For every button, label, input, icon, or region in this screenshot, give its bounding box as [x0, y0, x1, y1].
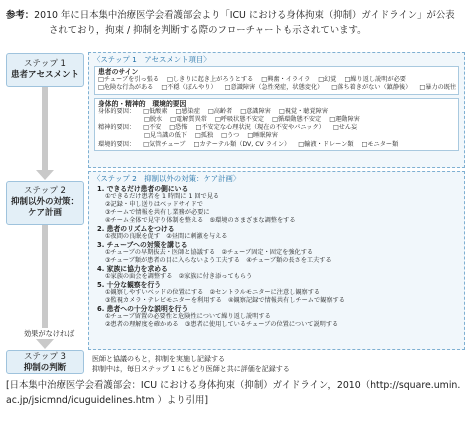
factor-item: 身体的要因： — [98, 107, 136, 115]
step2-label: ステップ 2 — [24, 186, 66, 196]
factor-item: □気管チューブ — [143, 140, 186, 148]
sign-item: □危険な行為がある — [98, 84, 154, 92]
step3-note-2: 抑制中は，毎日ステップ 1 にもどり医師と共に評価を記録する — [92, 365, 290, 373]
sign-item: □幻覚 — [318, 76, 337, 84]
sign-item: □繰り返し説明が必要 — [344, 76, 406, 84]
care-item-line: ⑤環境のさまざまな調整をする — [209, 217, 296, 224]
care-item-head: 2. 患者のリズムをつける — [97, 225, 175, 233]
care-item-line: ③患者に使用しているチューブの位置について説明する — [184, 321, 339, 328]
care-plan-list — [89, 185, 464, 329]
care-item-line: ②昼間に刺激を与える — [166, 233, 228, 240]
factor-row — [98, 116, 455, 124]
step2-box — [6, 181, 84, 225]
step3-title: 抑制の判断 — [23, 363, 67, 373]
factor-item: □輸液・ドレーン類 — [298, 140, 354, 148]
factor-item: □脱水 — [143, 116, 163, 124]
sign-item: □しきりに起き上がろうとする — [167, 76, 254, 84]
factor-item: □感染症 — [175, 107, 200, 115]
care-item-line: ②患者の理解度を確かめる — [105, 321, 179, 328]
factor-item: □呼吸状態不安定 — [214, 116, 265, 124]
factor-item: □恐怖 — [169, 124, 188, 132]
factor-item: □せん妄 — [332, 124, 358, 132]
factor-item: □視覚・聴覚障害 — [278, 107, 329, 115]
care-item-line: ①家族の面会を調整する — [105, 273, 173, 280]
sign-item: □意識障害（急性発症，状態変化） — [224, 84, 324, 92]
factor-item: 精神的要因： — [98, 124, 136, 132]
factor-item: □低酸素 — [143, 107, 168, 115]
sign-item: □興奮・イライラ — [261, 76, 311, 84]
intro-label: 参考： — [6, 10, 35, 21]
factors-panel — [94, 98, 459, 151]
factor-item: □モニター類 — [361, 140, 399, 148]
care-item-line: ①観察しやすいベッドの位置にする — [105, 289, 204, 296]
factor-row — [98, 141, 455, 149]
patient-sign-panel — [94, 66, 459, 95]
arrow-line-2 — [42, 225, 48, 339]
care-plan-box — [88, 171, 465, 350]
care-item-head: 4. 家族に協力を求める — [97, 265, 168, 273]
care-item-line: ②記録・申し送りはベッドサイドで — [105, 201, 203, 208]
care-item-line: ④チューブ類の長さを工夫する — [246, 257, 332, 264]
step1-title: 患者アセスメント — [11, 70, 79, 80]
step2-title: 抑制以外の対策：ケア計画 — [11, 197, 80, 218]
step3-box — [6, 350, 84, 374]
factor-item: □カテーテル類（DV, CV ライン） — [193, 140, 291, 148]
factor-item: □運動障害 — [329, 116, 360, 124]
step1-label: ステップ 1 — [24, 59, 66, 69]
care-item-head: 5. 十分な観察を行う — [97, 281, 162, 289]
citation-line1: [日本集中治療医学会看護部会：ICU における身体拘束（抑制）ガイドライン，2010（http://square.umin. — [6, 380, 461, 391]
citation — [6, 378, 470, 408]
factor-item: □睡眠障害 — [247, 132, 278, 140]
step3-label: ステップ 3 — [24, 352, 66, 362]
care-item-head: 1. できるだけ患者の側にいる — [97, 185, 189, 193]
care-item-line: ③監視カメラ・テレビモニターを利用する — [105, 297, 222, 304]
care-item-line: ④チーム全体で見守り体制を整える — [105, 217, 204, 224]
step1-box — [6, 53, 84, 87]
care-item-head: 6. 患者への十分な説明を行う — [97, 305, 189, 313]
citation-line2: ac.jp/jsicmnd/icuguidelines.htm ）より引用] — [6, 395, 208, 406]
sign-item: □落ち着きがない（鎮静後） — [331, 84, 412, 92]
care-plan-box-title: 〈ステップ 2 抑制以外の対策：ケア計画〉 — [93, 174, 241, 183]
care-item-line: ④観察記録で情報共有しチームで観察する — [228, 297, 345, 304]
care-item-line: ②家族に付き添ってもらう — [178, 273, 253, 280]
care-item-line: ②セントラルモニターに注意し観察する — [209, 289, 321, 296]
factor-item: □うつ — [221, 132, 240, 140]
factor-row — [98, 108, 455, 116]
factors-title: 身体的・精神的 環境的要因 — [98, 99, 187, 108]
arrow-head-1 — [36, 170, 54, 180]
arrow-line-1 — [42, 87, 48, 171]
assessment-box — [88, 52, 465, 168]
sign-row — [98, 84, 455, 92]
sign-item: □チューブを引っ張る — [98, 76, 160, 84]
intro-line1: 2010 年に日本集中治療医学会看護部会より「ICU における身体拘束（抑制）ガイドライン」が公表 — [34, 10, 455, 21]
intro-text — [6, 8, 470, 38]
care-item-line: ③チームで情報を共有し業務が必要に — [105, 209, 210, 216]
factor-item: □意識障害 — [240, 107, 271, 115]
step3-note-1: 医師と協議のもと，抑制を実施し記録する — [92, 355, 225, 363]
factor-item: □孤独 — [194, 132, 214, 140]
factor-item: □不安 — [143, 124, 162, 132]
sign-item: □暴力の既往 — [419, 84, 457, 92]
factor-item: □不安定な心理状況（現在の不安やパニック） — [195, 124, 325, 132]
arrow-head-2 — [36, 339, 54, 349]
effect-label: 効果がなければ — [24, 329, 75, 338]
care-item-line: ①チューブ留置の必要性と危険性について繰り返し説明する — [105, 313, 271, 320]
assessment-box-title: 〈ステップ 1 アセスメント項目〉 — [93, 55, 211, 64]
care-item-line: ①できるだけ患者を 1 時間に 1 回で見る — [105, 193, 220, 200]
factor-row — [98, 132, 455, 140]
care-item-line: ②チューブ固定・固定を強化する — [221, 249, 314, 256]
factor-item: □電解質異常 — [170, 116, 207, 124]
care-item-line: ①夜間の良眠を促す — [105, 233, 161, 240]
care-item-line: ①チューブの早期抜去・医師と協議する — [105, 249, 216, 256]
factor-item: □循環動態不安定 — [272, 116, 322, 124]
patient-sign-title: 患者のサイン — [98, 68, 139, 76]
factor-item: □高齢者 — [207, 107, 233, 115]
factor-item: □見当識の低下 — [143, 132, 187, 140]
care-item-line: ③チューブ類が患者の目に入らないよう工夫する — [105, 257, 240, 264]
care-item-head: 3. チューブへの対策を講じる — [97, 241, 188, 249]
factor-item: 環境的要因： — [98, 140, 136, 148]
intro-line2: されており，拘束 / 抑制を判断する際のフローチャートも示されています。 — [49, 25, 367, 36]
sign-item: □不穏（ぼんやり） — [161, 84, 217, 92]
